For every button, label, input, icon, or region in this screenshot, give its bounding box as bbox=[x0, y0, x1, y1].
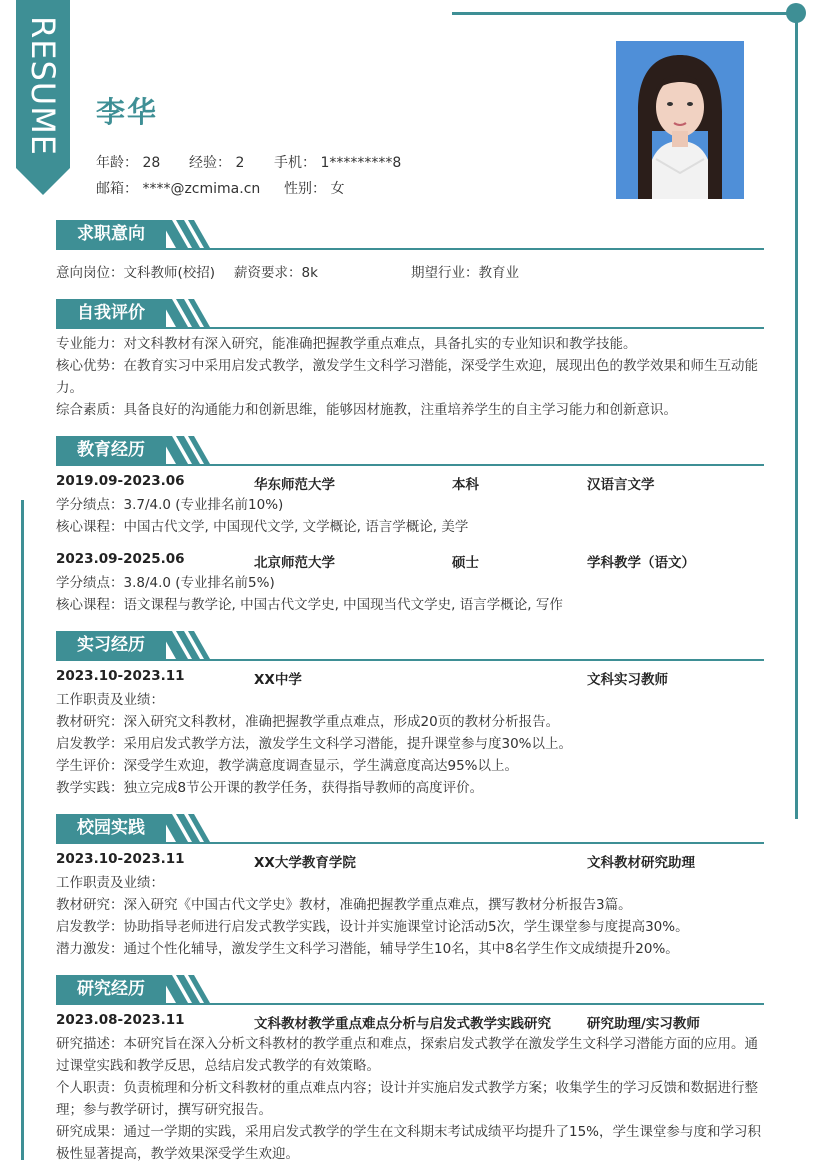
section-header-edu bbox=[56, 436, 764, 466]
intern-line: 启发教学：采用启发式教学方法，激发学生文科学习潜能，提升课堂参与度30%以上。 bbox=[56, 736, 573, 752]
left-decor-line bbox=[21, 500, 24, 1160]
section-header-research bbox=[56, 975, 764, 1005]
email-field: 邮箱： ****@zcmima.cn bbox=[96, 181, 261, 197]
edu-gpa: 学分绩点：3.8/4.0 (专业排名前5%) bbox=[56, 575, 275, 591]
intern-org: XX中学 bbox=[254, 672, 302, 688]
top-decor-line bbox=[452, 12, 796, 15]
edu-major: 汉语言文学 bbox=[587, 477, 655, 493]
candidate-name: 李华 bbox=[96, 95, 159, 129]
edu-courses: 核心课程：中国古代文学, 中国现代文学, 文学概论, 语言学概论, 美学 bbox=[56, 519, 469, 535]
intern-line: 教学实践：独立完成8节公开课的教学任务，获得指导教师的高度评价。 bbox=[56, 780, 484, 796]
edu-gpa: 学分绩点：3.7/4.0 (专业排名前10%) bbox=[56, 497, 284, 513]
intent-industry: 期望行业：教育业 bbox=[411, 265, 519, 281]
section-title: 求职意向 bbox=[77, 224, 145, 244]
research-line: 个人职责：负责梳理和分析文科教材的重点难点内容；设计并实施启发式教学方案；收集学生的学习反馈和数据进行整理；参与教学研讨，撰写研究报告。 bbox=[56, 1080, 758, 1118]
resume-ribbon bbox=[16, 0, 70, 195]
campus-date: 2023.10-2023.11 bbox=[56, 851, 185, 867]
research-line: 研究成果：通过一学期的实践，采用启发式教学的学生在文科期末考试成绩平均提升了15%，学生课堂参与度和学习积极性显著提高，教学效果深受学生欢迎。 bbox=[56, 1124, 762, 1162]
profile-photo bbox=[616, 41, 744, 199]
edu-date: 2019.09-2023.06 bbox=[56, 473, 185, 489]
section-title: 教育经历 bbox=[77, 440, 145, 460]
section-header-self bbox=[56, 299, 764, 329]
section-header-intent bbox=[56, 220, 764, 250]
intent-position: 意向岗位：文科教师(校招) bbox=[56, 265, 216, 281]
phone-field: 手机： 1*********8 bbox=[274, 155, 402, 171]
right-decor-line bbox=[795, 13, 798, 819]
research-date: 2023.08-2023.11 bbox=[56, 1012, 185, 1028]
edu-degree: 本科 bbox=[452, 477, 479, 493]
experience-field: 经验： 2 bbox=[189, 155, 245, 171]
self-eval-item: 核心优势：在教育实习中采用启发式教学，激发学生文科学习潜能，深受学生欢迎，展现出色的教学效果和师生互动能力。 bbox=[56, 358, 758, 396]
campus-line: 教材研究：深入研究《中国古代文学史》教材，准确把握教学重点难点，撰写教材分析报告3篇。 bbox=[56, 897, 632, 913]
intern-date: 2023.10-2023.11 bbox=[56, 668, 185, 684]
campus-role: 文科教材研究助理 bbox=[587, 855, 695, 871]
intern-line: 教材研究：深入研究文科教材，准确把握教学重点难点，形成20页的教材分析报告。 bbox=[56, 714, 560, 730]
self-eval-item: 综合素质：具备良好的沟通能力和创新思维，能够因材施教，注重培养学生的自主学习能力和创新意识。 bbox=[56, 402, 677, 418]
research-project: 文科教材教学重点难点分析与启发式教学实践研究 bbox=[254, 1016, 551, 1032]
section-title: 实习经历 bbox=[77, 635, 145, 655]
campus-line: 启发教学：协助指导老师进行启发式教学实践，设计并实施课堂讨论活动5次，学生课堂参与度提高30%。 bbox=[56, 919, 689, 935]
resume-ribbon-label: RESUME bbox=[24, 15, 62, 156]
campus-line: 潜力激发：通过个性化辅导，激发学生文科学习潜能，辅导学生10名，其中8名学生作文成绩提升20%。 bbox=[56, 941, 679, 957]
gender-field: 性别： 女 bbox=[284, 181, 345, 197]
campus-line: 工作职责及业绩： bbox=[56, 875, 164, 891]
section-title: 自我评价 bbox=[77, 303, 145, 323]
intern-line: 工作职责及业绩： bbox=[56, 692, 164, 708]
intern-line: 学生评价：深受学生欢迎，教学满意度调查显示，学生满意度高达95%以上。 bbox=[56, 758, 519, 774]
section-header-campus bbox=[56, 814, 764, 844]
section-header-intern bbox=[56, 631, 764, 661]
intern-role: 文科实习教师 bbox=[587, 672, 668, 688]
section-title: 研究经历 bbox=[77, 979, 145, 999]
campus-org: XX大学教育学院 bbox=[254, 855, 356, 871]
edu-courses: 核心课程：语文课程与教学论, 中国古代文学史, 中国现当代文学史, 语言学概论, 写作 bbox=[56, 597, 563, 613]
edu-school: 北京师范大学 bbox=[254, 555, 335, 571]
age-field: 年龄： 28 bbox=[96, 155, 161, 171]
self-eval-item: 专业能力：对文科教材有深入研究，能准确把握教学重点难点，具备扎实的专业知识和教学技能。 bbox=[56, 336, 637, 352]
section-title: 校园实践 bbox=[77, 818, 145, 838]
edu-degree: 硕士 bbox=[452, 555, 479, 571]
edu-date: 2023.09-2025.06 bbox=[56, 551, 185, 567]
research-line: 研究描述：本研究旨在深入分析文科教材的教学重点和难点，探索启发式教学在激发学生文科学习潜能方面的应用。通过课堂实践和教学反思，总结启发式教学的有效策略。 bbox=[56, 1036, 758, 1074]
edu-school: 华东师范大学 bbox=[254, 477, 335, 493]
research-role: 研究助理/实习教师 bbox=[587, 1016, 700, 1032]
intent-salary: 薪资要求：8k bbox=[234, 265, 318, 281]
edu-major: 学科教学（语文） bbox=[587, 555, 695, 571]
